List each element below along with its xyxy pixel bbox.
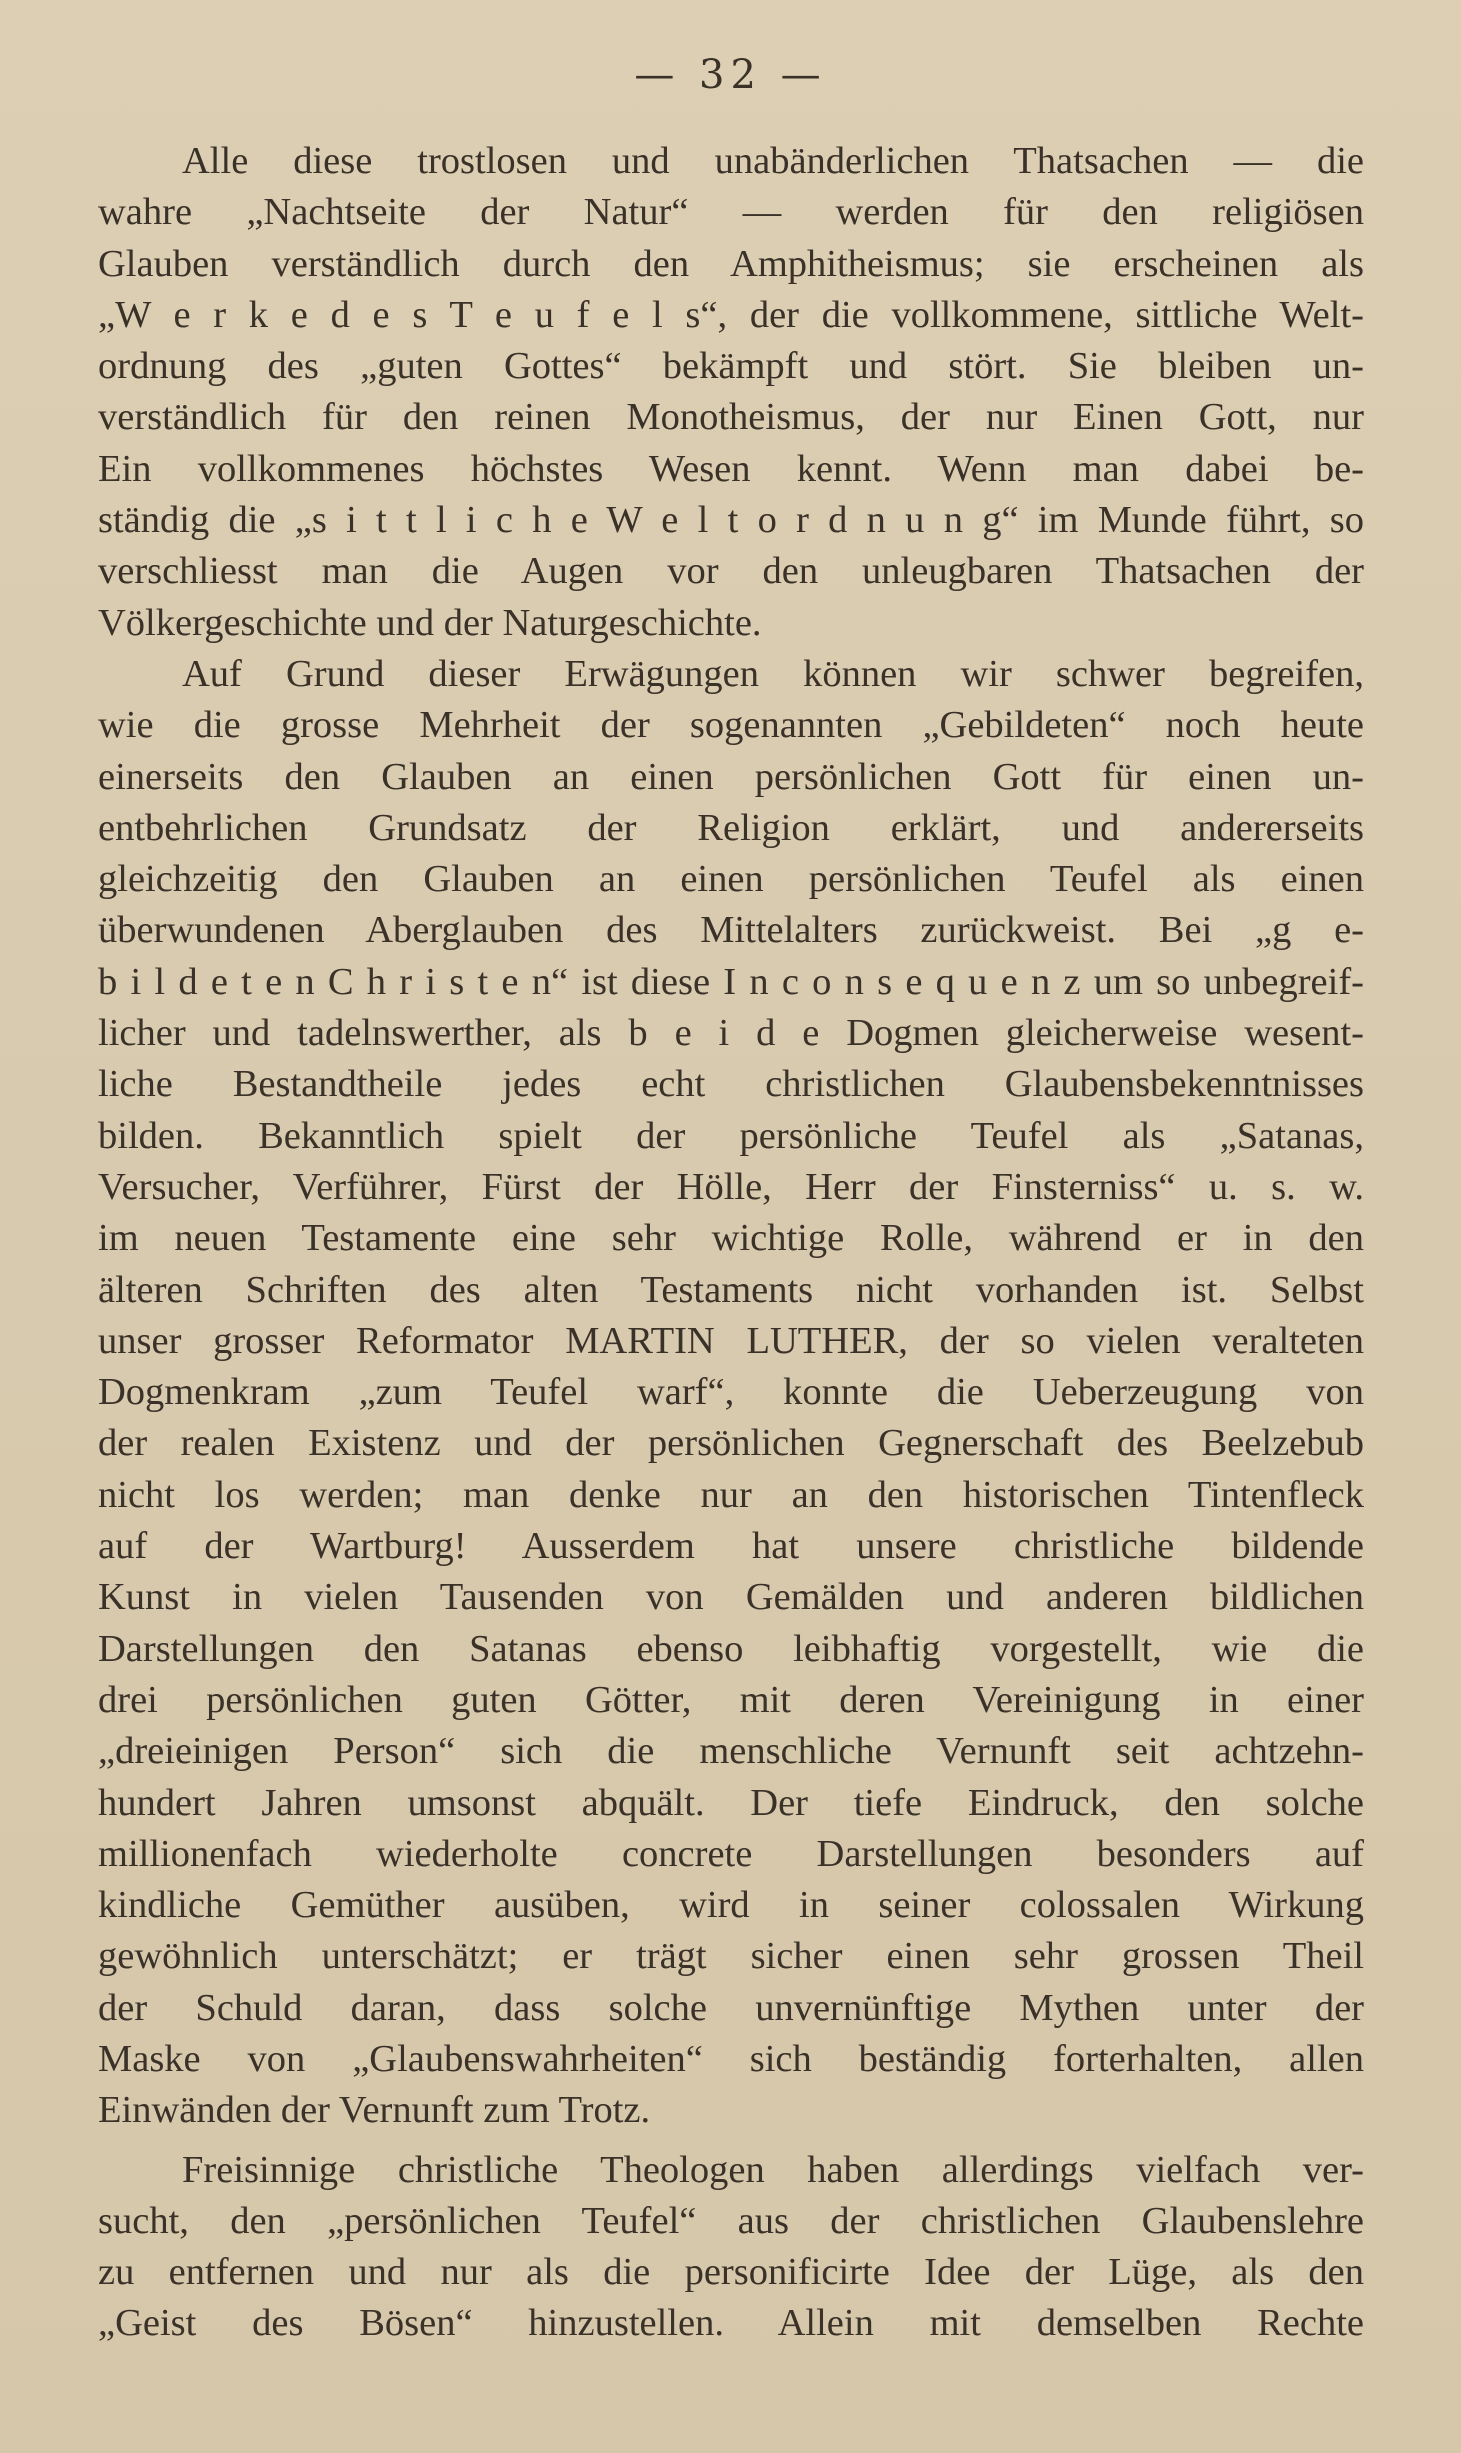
text-line: gleichzeitig den Glauben an einen persönlichen Teufel als einen xyxy=(98,858,1364,901)
text-line: gewöhnlich unterschätzt; er trägt sicher einen sehr grossen Theil xyxy=(98,1935,1364,1978)
text-line: Dogmenkram „zum Teufel warf“, konnte die Ueberzeugung von xyxy=(98,1371,1364,1414)
text-line: Alle diese trostlosen und unabänderlichen Thatsachen — die xyxy=(182,140,1364,182)
text-line: b i l d e t e n C h r i s t e n“ ist diese I n c o n s e q u e n z um so unbegreif- xyxy=(98,960,1364,1003)
text-line: kindliche Gemüther ausüben, wird in seiner colossalen Wirkung xyxy=(98,1884,1364,1927)
text-line: Glauben verständlich durch den Amphitheismus; sie erscheinen als xyxy=(98,242,1364,285)
paragraph-2 xyxy=(98,649,1364,2137)
text-line: Völkergeschichte und der Naturgeschichte. xyxy=(98,601,762,644)
text-line: Darstellungen den Satanas ebenso leibhaftig vorgestellt, wie die xyxy=(98,1627,1364,1670)
text-line: licher und tadelnswerther, als b e i d e Dogmen gleicherweise wesent- xyxy=(98,1012,1364,1055)
text-line: im neuen Testamente eine sehr wichtige Rolle, während er in den xyxy=(98,1217,1364,1260)
text-line: sucht, den „persönlichen Teufel“ aus der christlichen Glaubenslehre xyxy=(98,2199,1364,2242)
text-line: Einwänden der Vernunft zum Trotz. xyxy=(98,2089,651,2132)
text-line: Freisinnige christliche Theologen haben allerdings vielfach ver- xyxy=(182,2148,1364,2191)
text-line: Ein vollkommenes höchstes Wesen kennt. Wenn man dabei be- xyxy=(98,447,1364,490)
text-line: bilden. Bekanntlich spielt der persönliche Teufel als „Satanas, xyxy=(98,1114,1364,1157)
text-line: „W e r k e d e s T e u f e l s“, der die vollkommene, sittliche Welt- xyxy=(98,293,1364,336)
text-line: „Geist des Bösen“ hinzustellen. Allein mit demselben Rechte xyxy=(98,2302,1364,2345)
paragraph-1 xyxy=(98,136,1364,649)
text-line: Versucher, Verführer, Fürst der Hölle, Herr der Finsterniss“ u. s. w. xyxy=(98,1165,1364,1208)
text-line: verschliesst man die Augen vor den unleugbaren Thatsachen der xyxy=(98,550,1364,593)
text-line: Auf Grund dieser Erwägungen können wir schwer begreifen, xyxy=(182,652,1364,695)
text-line: wahre „Nachtseite der Natur“ — werden für den religiösen xyxy=(98,191,1364,234)
text-line: der realen Existenz und der persönlichen Gegnerschaft des Beelzebub xyxy=(98,1422,1364,1465)
text-line: Maske von „Glaubenswahrheiten“ sich beständig forterhalten, allen xyxy=(98,2037,1364,2080)
text-line: einerseits den Glauben an einen persönlichen Gott für einen un- xyxy=(98,755,1364,798)
text-line: verständlich für den reinen Monotheismus, der nur Einen Gott, nur xyxy=(98,396,1364,439)
text-line: unser grosser Reformator MARTIN LUTHER, der so vielen veralteten xyxy=(98,1319,1364,1362)
text-line: auf der Wartburg! Ausserdem hat unsere christliche bildende xyxy=(98,1525,1364,1568)
text-line: entbehrlichen Grundsatz der Religion erklärt, und andererseits xyxy=(98,806,1364,849)
text-line: älteren Schriften des alten Testaments nicht vorhanden ist. Selbst xyxy=(98,1268,1364,1311)
text-line: hundert Jahren umsonst abquält. Der tiefe Eindruck, den solche xyxy=(98,1781,1364,1824)
text-line: liche Bestandtheile jedes echt christlichen Glaubensbekenntnisses xyxy=(98,1063,1364,1106)
text-line: millionenfach wiederholte concrete Darstellungen besonders auf xyxy=(98,1832,1364,1875)
text-line: nicht los werden; man denke nur an den historischen Tintenfleck xyxy=(98,1473,1364,1516)
text-line: wie die grosse Mehrheit der sogenannten „Gebildeten“ noch heute xyxy=(98,704,1364,747)
text-line: ordnung des „guten Gottes“ bekämpft und stört. Sie bleiben un- xyxy=(98,345,1364,388)
page-number: — 32 — xyxy=(634,52,827,98)
text-line: drei persönlichen guten Götter, mit deren Vereinigung in einer xyxy=(98,1678,1364,1721)
body-text xyxy=(98,136,1364,2350)
text-line: Kunst in vielen Tausenden von Gemälden und anderen bildlichen xyxy=(98,1576,1364,1619)
text-line: überwundenen Aberglauben des Mittelalters zurückweist. Bei „g e- xyxy=(98,909,1364,952)
text-line: „dreieinigen Person“ sich die menschliche Vernunft seit achtzehn- xyxy=(98,1730,1364,1773)
paragraph-gap xyxy=(98,2137,1364,2145)
text-line: der Schuld daran, dass solche unvernünftige Mythen unter der xyxy=(98,1986,1364,2029)
text-line: ständig die „s i t t l i c h e W e l t o r d n u n g“ im Munde führt, so xyxy=(98,499,1364,542)
text-line: zu entfernen und nur als die personificirte Idee der Lüge, als den xyxy=(98,2251,1364,2294)
paragraph-3 xyxy=(98,2145,1364,2350)
